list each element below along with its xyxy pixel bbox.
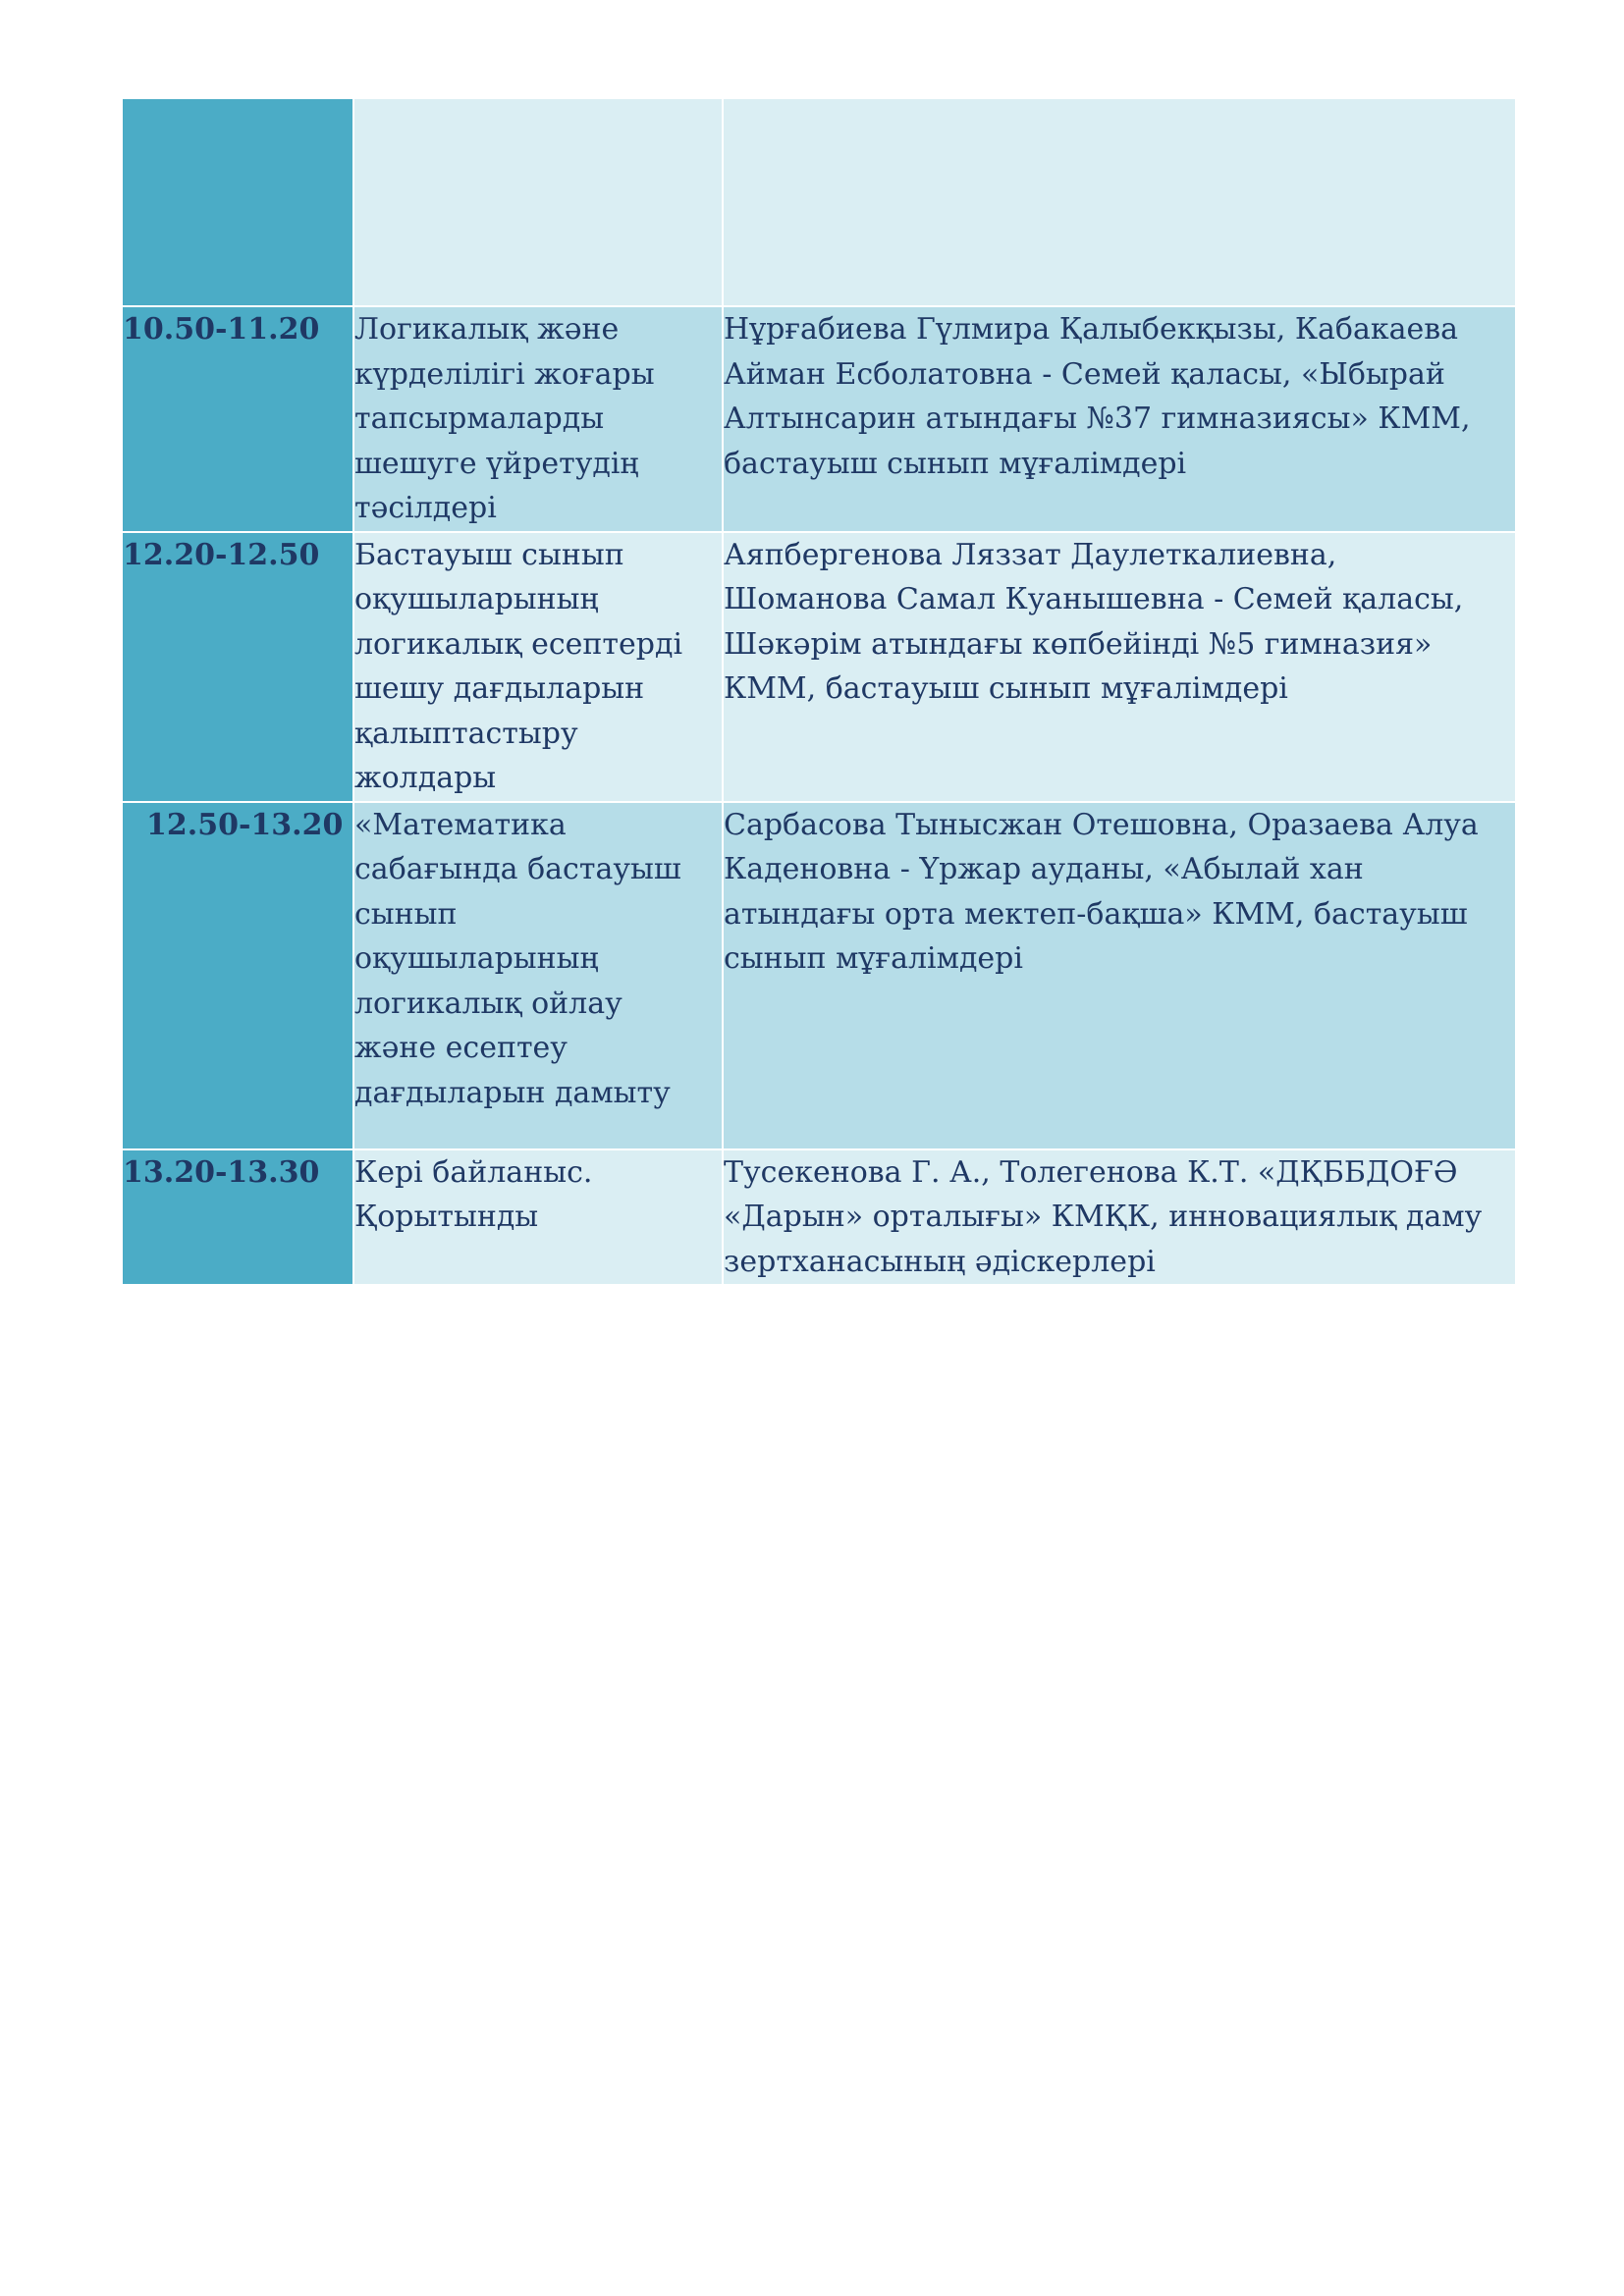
speaker-line: КММ, бастауыш сынып мұғалімдері xyxy=(724,671,1288,706)
topic-cell xyxy=(353,532,723,802)
topic-line: шешуге үйретудің xyxy=(354,446,639,481)
table-row xyxy=(122,1149,1516,1286)
topic-line: тәсілдері xyxy=(354,491,497,525)
time-cell xyxy=(122,532,353,802)
time-text: 12.20-12.50 xyxy=(123,537,320,572)
speaker-line: Алтынсарин атындағы №37 гимназиясы» КММ, xyxy=(724,401,1471,436)
speaker-line: Каденовна - Үржар ауданы, «Абылай хан xyxy=(724,852,1364,886)
time-cell xyxy=(122,802,353,1149)
topic-cell xyxy=(353,802,723,1149)
speaker-line: Шоманова Самал Куанышевна - Семей қаласы, xyxy=(724,582,1464,616)
speaker-line: «Дарын» орталығы» КМҚК, инновациялық даму xyxy=(724,1200,1483,1234)
topic-line: логикалық есептерді xyxy=(354,626,683,662)
speaker-cell xyxy=(723,306,1516,532)
topic-line: оқушыларының xyxy=(354,941,599,976)
topic-line: Бастауыш сынып xyxy=(354,537,624,572)
topic-line: сынып xyxy=(354,896,458,932)
topic-line: дағдыларын дамыту xyxy=(354,1075,671,1110)
topic-line: Логикалық және xyxy=(354,312,620,347)
topic-line: оқушыларының xyxy=(354,582,599,616)
topic-line: «Математика xyxy=(354,807,567,842)
table-row xyxy=(122,98,1516,306)
table-row xyxy=(122,532,1516,802)
topic-line: және есептеу xyxy=(354,1031,568,1065)
topic-line: жолдары xyxy=(354,761,497,795)
speaker-line: Сарбасова Тынысжан Отешовна, Оразаева Алуа xyxy=(724,807,1479,842)
topic-cell xyxy=(353,306,723,532)
speaker-cell xyxy=(723,1149,1516,1286)
speaker-cell xyxy=(723,802,1516,1149)
speaker-line: бастауыш сынып мұғалімдері xyxy=(724,446,1187,481)
speaker-line: Тусекенова Г. А., Толегенова К.Т. «ДҚББДОҒӘ xyxy=(724,1154,1458,1190)
topic-line: қалыптастыру xyxy=(354,716,578,751)
topic-line: күрделілігі жоғары xyxy=(354,356,655,392)
topic-line: Кері байланыс. xyxy=(354,1154,593,1190)
topic-line: Қорытынды xyxy=(354,1200,539,1234)
time-text: 13.20-13.30 xyxy=(123,1154,320,1190)
topic-line: шешу дағдыларын xyxy=(354,671,645,706)
table-row xyxy=(122,802,1516,1149)
topic-line: сабағында бастауыш xyxy=(354,852,681,886)
schedule-table xyxy=(121,97,1517,1286)
topic-line: тапсырмаларды xyxy=(354,401,605,436)
time-cell xyxy=(122,98,353,306)
speaker-line: сынып мұғалімдері xyxy=(724,941,1023,976)
speaker-line: атындағы орта мектеп-бақша» КММ, бастауыш xyxy=(724,896,1468,932)
table-row xyxy=(122,306,1516,532)
topic-cell xyxy=(353,1149,723,1286)
speaker-line: Нұрғабиева Гүлмира Қалыбекқызы, Кабакаева xyxy=(724,312,1459,347)
topic-cell xyxy=(353,98,723,306)
speaker-line: Шәкәрім атындағы көпбейінді №5 гимназия» xyxy=(724,626,1433,662)
time-cell xyxy=(122,1149,353,1286)
time-text: 10.50-11.20 xyxy=(123,312,320,347)
speaker-line: зертханасының әдіскерлері xyxy=(724,1244,1156,1279)
topic-line: логикалық ойлау xyxy=(354,986,623,1021)
time-text: 12.50-13.20 xyxy=(146,807,344,842)
speaker-cell xyxy=(723,98,1516,306)
speaker-cell xyxy=(723,532,1516,802)
speaker-line: Аяпбергенова Ляззат Даулеткалиевна, xyxy=(724,537,1337,572)
speaker-line: Айман Есболатовна - Семей қаласы, «Ыбырай xyxy=(724,356,1445,392)
time-cell xyxy=(122,306,353,532)
